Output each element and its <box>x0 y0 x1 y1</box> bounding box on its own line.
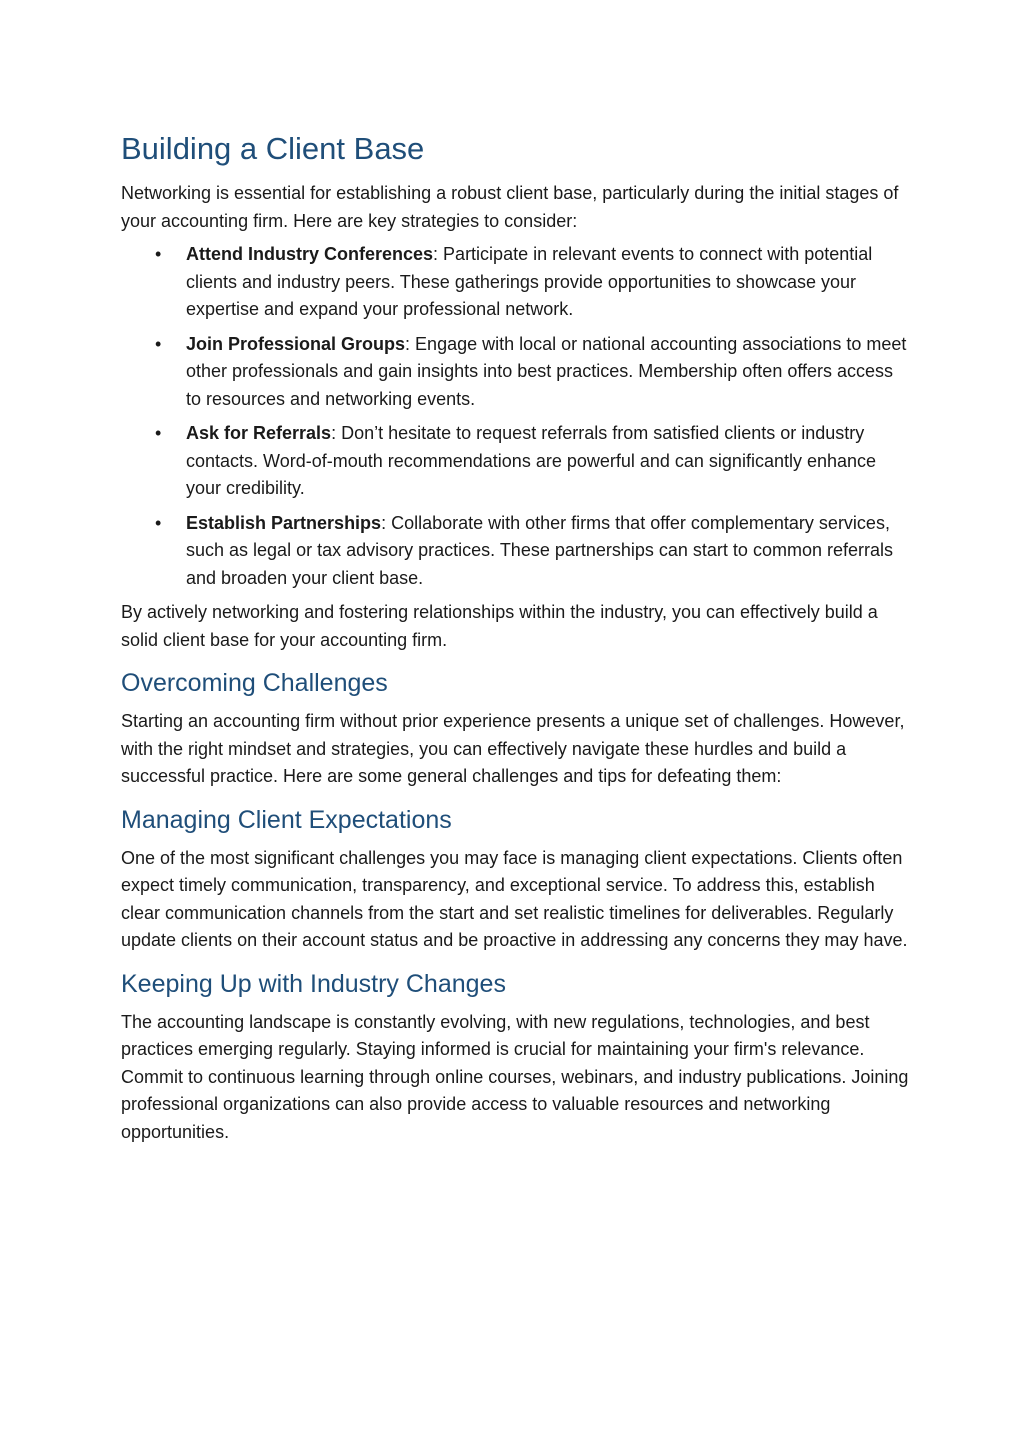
section-conclusion-paragraph: By actively networking and fostering relationships within the industry, you can effectively build a solid client base for your accounting firm. <box>121 602 878 650</box>
list-item <box>121 241 911 324</box>
list-item-text: : Participate in relevant events to connect with potential clients and industry peers. These gatherings provide opportunities to showcase your expertise and expand your professional network. <box>186 244 873 319</box>
list-item-term: Ask for Referrals <box>186 423 332 443</box>
list-item-term: Attend Industry Conferences <box>186 244 434 264</box>
section-title-overcoming-challenges: Overcoming Challenges <box>121 669 388 697</box>
section-title-industry-changes: Keeping Up with Industry Changes <box>121 969 506 998</box>
bullet-icon: • <box>155 244 162 264</box>
managing-expectations-paragraph: One of the most significant challenges you may face is managing client expectations. Clients often expect timely communication, transparency, and exceptional service. To address this, establish clear communication channels from the start and set realistic timelines for deliverables. Regularly update clients on their account status and be proactive in addressing any concerns they may have. <box>121 847 908 950</box>
section-title-building-client-base: Building a Client Base <box>121 131 425 166</box>
list-item-text: : Collaborate with other firms that offer complementary services, such as legal or tax advisory practices. These partnerships can start to common referrals and broaden your client base. <box>186 512 893 588</box>
list-item-term: Establish Partnerships <box>186 512 382 533</box>
list-item-term: Join Professional Groups <box>186 333 406 354</box>
strategy-list <box>121 241 911 592</box>
list-item-text: : Don’t hesitate to request referrals from satisfied clients or industry contacts. Word-of-mouth recommendations are powerful and can significantly enhance your credibility. <box>186 423 877 498</box>
section-title-managing-client-expectations: Managing Client Expectations <box>121 805 452 834</box>
overcoming-challenges-paragraph: Starting an accounting firm without prior experience presents a unique set of challenges. However, with the right mindset and strategies, you can effectively navigate these hurdles and build a successful practice. Here are some general challenges and tips for defeating them: <box>121 711 905 786</box>
industry-changes-paragraph: The accounting landscape is constantly evolving, with new regulations, technologies, and best practices emerging regularly. Staying informed is crucial for maintaining your firm's relevance. Commit to continuous learning through online courses, webinars, and industry publications. Joining professional organizations can also provide access to valuable resources and networking opportunities. <box>121 1011 909 1142</box>
list-item <box>121 420 911 503</box>
bullet-icon: • <box>155 423 162 443</box>
document-page <box>121 128 911 1146</box>
bullet-icon: • <box>155 333 162 354</box>
section-intro-paragraph: Networking is essential for establishing a robust client base, particularly during the initial stages of your accounting firm. Here are key strategies to consider: <box>121 183 899 231</box>
list-item-text: : Engage with local or national accounting associations to meet other professionals and gain insights into best practices. Membership often offers access to resources and networking events. <box>186 333 907 409</box>
bullet-icon: • <box>155 512 162 533</box>
list-item <box>121 510 911 593</box>
list-item <box>121 331 911 414</box>
